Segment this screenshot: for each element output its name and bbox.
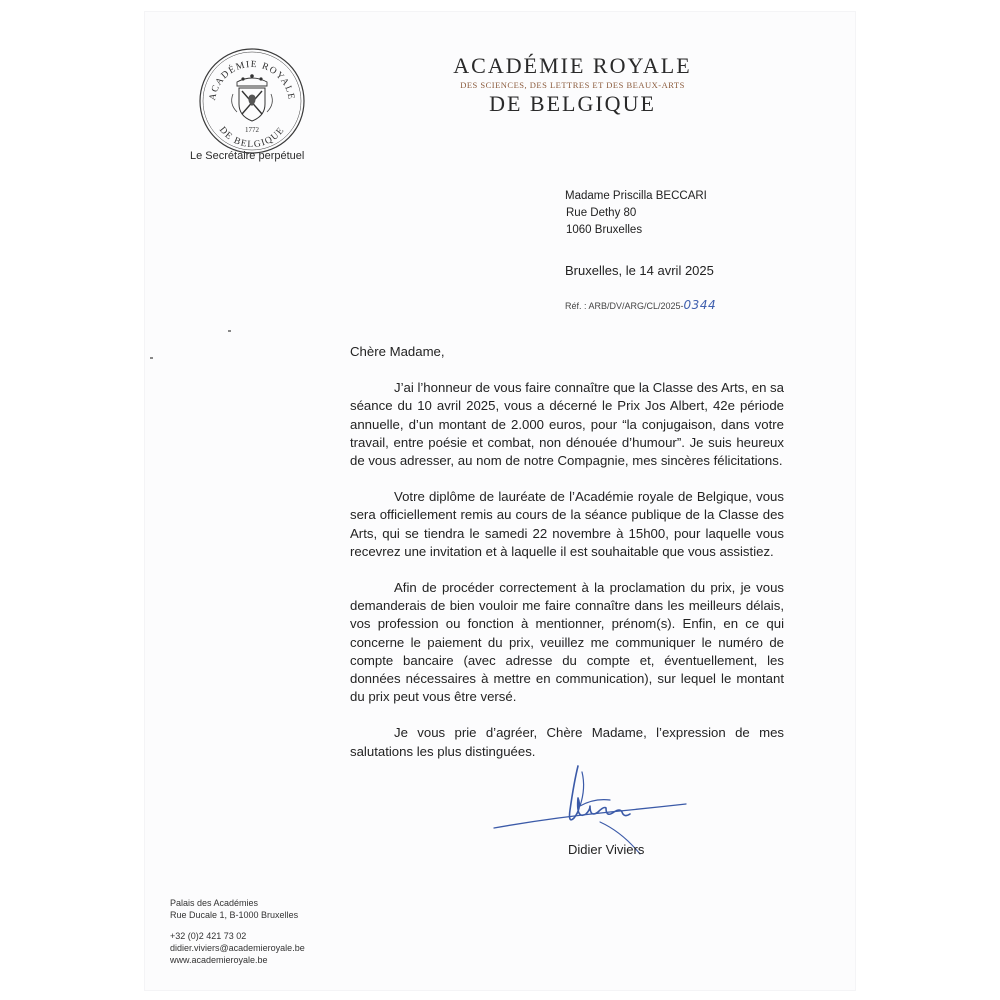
fold-mark bbox=[228, 330, 231, 332]
footer-website: www.academieroyale.be bbox=[170, 955, 268, 965]
brand-line-3: DE BELGIQUE bbox=[489, 91, 656, 116]
seal-top-text: ACADÉMIE ROYALE bbox=[208, 59, 296, 102]
reference-printed: Réf. : ARB/DV/ARG/CL/2025- bbox=[565, 301, 684, 311]
salutation: Chère Madame, bbox=[350, 344, 445, 359]
reference-handwritten: 0344 bbox=[683, 298, 717, 312]
reference-line bbox=[565, 298, 716, 312]
secretary-title: Le Secrétaire perpétuel bbox=[190, 150, 305, 162]
letter-date: Bruxelles, le 14 avril 2025 bbox=[565, 263, 714, 278]
seal-bottom-text: DE BELGIQUE bbox=[216, 125, 288, 151]
seal-year: 1772 bbox=[245, 126, 259, 134]
footer-contact bbox=[170, 897, 305, 966]
crest-icon bbox=[232, 74, 273, 121]
closing-paragraph: Je vous prie d’agréer, Chère Madame, l’expression de mes salutations les plus distinguées. bbox=[350, 725, 784, 759]
fold-mark bbox=[150, 357, 153, 359]
brand-subtitle: DES SCIENCES, DES LETTRES ET DES BEAUX-ARTS bbox=[460, 80, 685, 90]
recipient-street: Rue Dethy 80 bbox=[566, 207, 637, 219]
footer-address-line: Palais des Académies bbox=[170, 898, 259, 908]
footer-email: didier.viviers@academieroyale.be bbox=[170, 943, 305, 953]
academy-seal-logo bbox=[197, 46, 307, 156]
paragraph: Afin de procéder correctement à la proclamation du prix, je vous demanderais de bien vouloir me faire connaître dans les meilleurs délais, vos profession ou fonction à mentionner, prénom(s). Enfin, en ce qui concerne le paiement du prix, veuillez me communiquer le numéro de compte bancaire (avec adresse du compte et, éventuellement, les données nécessaires à mettre en communication), sur lequel le montant du prix peut vous être versé. bbox=[350, 580, 784, 705]
recipient-city: 1060 Bruxelles bbox=[566, 224, 643, 236]
recipient-name: Madame Priscilla BECCARI bbox=[565, 190, 707, 202]
brand-line-1: ACADÉMIE ROYALE bbox=[453, 53, 692, 78]
letterhead-brand bbox=[440, 52, 705, 118]
paragraph: Votre diplôme de lauréate de l’Académie royale de Belgique, vous sera officiellement remis au cours de la séance publique de la Classe des Arts, qui se tiendra le samedi 22 novembre à 15h00, pour laquelle vous recevrez une invitation et à laquelle il est souhaitable que vous assistiez. bbox=[350, 489, 784, 559]
letter-body bbox=[350, 343, 784, 779]
footer-phone: +32 (0)2 421 73 02 bbox=[170, 931, 247, 941]
paragraph: J’ai l’honneur de vous faire connaître que la Classe des Arts, en sa séance du 10 avril 2025, vous a décerné le Prix Jos Albert, 42e période annuelle, d’un montant de 2.000 euros, pour “la conjugaison, dans votre travail, entre poésie et combat, non dénouée d’humour”. Je suis heureux de vous adresser, au nom de notre Compagnie, mes sincères félicitations. bbox=[350, 380, 784, 469]
signer-name: Didier Viviers bbox=[568, 842, 645, 857]
footer-address-line: Rue Ducale 1, B-1000 Bruxelles bbox=[170, 910, 299, 920]
recipient-address bbox=[565, 188, 707, 239]
